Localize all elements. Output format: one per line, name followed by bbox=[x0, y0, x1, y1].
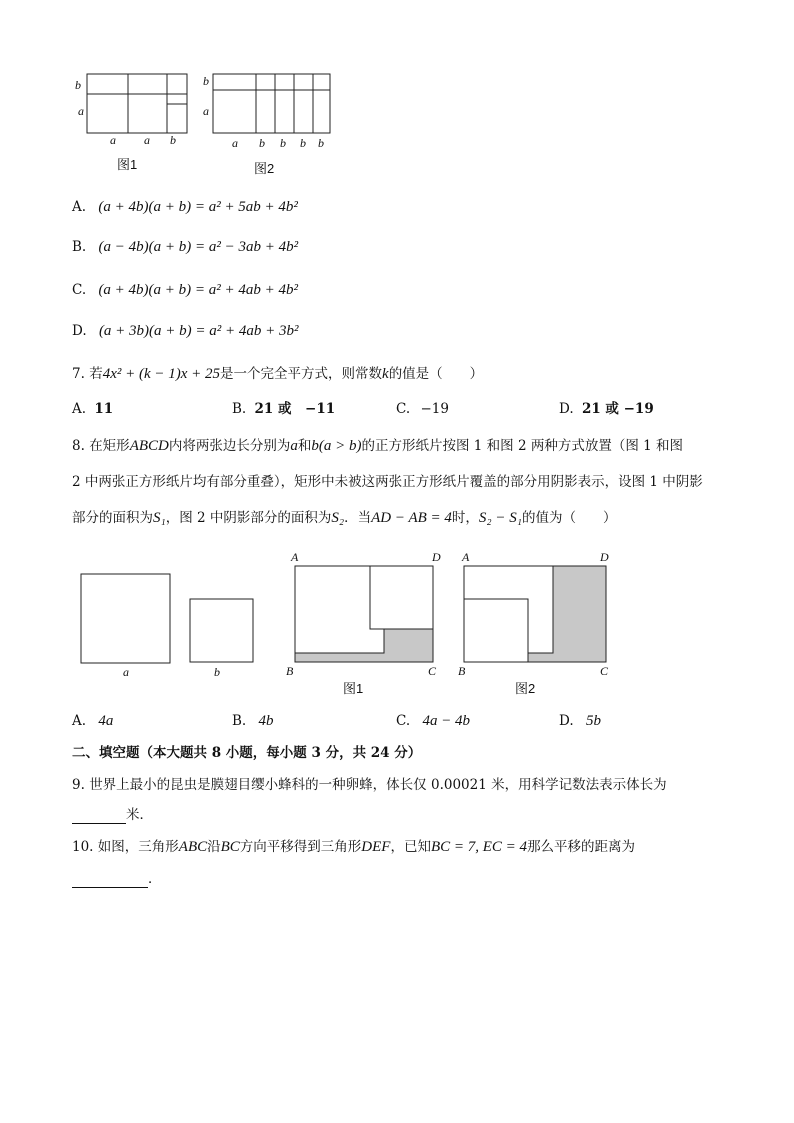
q10-triangle-def: DEF bbox=[361, 839, 391, 855]
option-value: 11 bbox=[94, 401, 114, 417]
q10-segment-bc: BC bbox=[220, 839, 240, 855]
fig1-caption-q8: 图1 bbox=[343, 681, 364, 696]
option-letter: B. bbox=[72, 239, 87, 255]
q8-option-a[interactable] bbox=[72, 712, 113, 730]
fig2-corner-a: A bbox=[462, 550, 470, 564]
fig2-side-label-a: a bbox=[203, 104, 209, 118]
q8-line-1 bbox=[72, 437, 683, 455]
q10-triangle-abc: ABC bbox=[178, 839, 208, 855]
q8-square-b-label: b bbox=[214, 665, 220, 679]
q8-text: 时， bbox=[451, 510, 479, 526]
q8-option-d[interactable] bbox=[559, 712, 601, 730]
q8-option-b[interactable] bbox=[232, 712, 274, 730]
section-2-heading: 二、填空题（本大题共 8 小题，每小题 3 分，共 24 分） bbox=[72, 745, 422, 761]
q8-text: 的正方形纸片按图 1 和图 2 两种方式放置（图 1 和图 bbox=[361, 438, 683, 454]
q8-var-a: a bbox=[290, 438, 298, 454]
option-value: 5b bbox=[585, 713, 601, 729]
option-letter: D. bbox=[559, 401, 574, 417]
q6-option-d[interactable] bbox=[72, 322, 299, 340]
fig1-bottom-label-1: a bbox=[110, 133, 116, 147]
q7-text-pre: 若 bbox=[89, 366, 103, 382]
q10-suffix: ． bbox=[148, 871, 162, 887]
option-letter: B. bbox=[232, 401, 247, 417]
fig2-corner-c: C bbox=[600, 664, 609, 678]
q9-suffix: 米． bbox=[126, 807, 153, 823]
question-number: 9. bbox=[72, 777, 85, 793]
q7-option-d[interactable] bbox=[559, 400, 654, 418]
option-value: 4a bbox=[98, 713, 114, 729]
fig2-bottom-label-2: b bbox=[259, 136, 265, 150]
option-value: 21 或 −11 bbox=[254, 401, 336, 417]
option-expression: (a − 4b)(a + b) = a² − 3ab + 4b² bbox=[98, 239, 299, 255]
question-number: 7. bbox=[72, 366, 85, 382]
option-letter: A. bbox=[72, 401, 87, 417]
q8-text: ，图 2 中阴影部分的面积为 bbox=[165, 510, 332, 526]
q8-text: ．当 bbox=[344, 510, 372, 526]
option-letter: C. bbox=[396, 713, 411, 729]
option-expression: (a + 4b)(a + b) = a² + 4ab + 4b² bbox=[98, 282, 299, 298]
q8-s1: S₁ bbox=[153, 510, 166, 526]
q8-line-2: 2 中两张正方形纸片均有部分重叠），矩形中未被这两张正方形纸片覆盖的部分用阴影表示，设图 1 中阴影 bbox=[72, 474, 703, 490]
fig2-bottom-label-5: b bbox=[318, 136, 324, 150]
fig2-bottom-label-4: b bbox=[300, 136, 306, 150]
q8-text: 和 bbox=[297, 438, 312, 454]
fig1-square-b bbox=[370, 566, 433, 629]
fig2-bottom-label-1: a bbox=[232, 136, 238, 150]
q8-condition: (a > b) bbox=[318, 438, 362, 454]
q8-option-c[interactable] bbox=[396, 712, 470, 730]
question-number: 10. bbox=[72, 839, 94, 855]
q7-text-mid: 是一个完全平方式，则常数 bbox=[220, 366, 383, 382]
q7-expression: 4x² + (k − 1)x + 25 bbox=[102, 366, 221, 382]
option-letter: C. bbox=[72, 282, 87, 298]
fig2-corner-b: B bbox=[458, 664, 466, 678]
q6-option-c[interactable] bbox=[72, 281, 298, 299]
option-letter: B. bbox=[232, 713, 247, 729]
fig2-caption-q8: 图2 bbox=[515, 681, 536, 696]
q7-option-c[interactable] bbox=[396, 400, 449, 418]
fig2-square-b bbox=[464, 599, 528, 662]
q7-var-k: k bbox=[382, 366, 389, 382]
fig1-side-label-a: a bbox=[78, 104, 84, 118]
fig2-corner-d: D bbox=[600, 550, 609, 564]
q8-text: 的值为（ ） bbox=[521, 510, 617, 526]
q7-option-a[interactable] bbox=[72, 400, 113, 418]
q8-text: 部分的面积为 bbox=[72, 510, 153, 526]
fig2-side-label-b: b bbox=[203, 74, 209, 88]
option-letter: C. bbox=[396, 401, 411, 417]
fig2-outer-rect bbox=[213, 74, 330, 133]
q10-stem bbox=[72, 838, 635, 856]
q8-text: 在矩形 bbox=[89, 438, 130, 454]
fig1-corner-d: D bbox=[432, 550, 441, 564]
option-value: −19 bbox=[420, 401, 449, 417]
option-value: 21 或 −19 bbox=[581, 401, 654, 417]
q8-s2: S₂ bbox=[331, 510, 345, 526]
q6-option-a[interactable] bbox=[72, 198, 298, 216]
fig1-caption: 图1 bbox=[117, 157, 138, 172]
q8-text: 内将两张边长分别为 bbox=[168, 438, 291, 454]
option-letter: D. bbox=[72, 323, 87, 339]
q9-stem bbox=[72, 776, 667, 794]
q8-expression: S₂ − S₁ bbox=[478, 510, 522, 526]
option-expression: (a + 4b)(a + b) = a² + 5ab + 4b² bbox=[98, 199, 298, 215]
fig2-caption: 图2 bbox=[254, 161, 275, 176]
option-letter: A. bbox=[72, 199, 87, 215]
fig1-corner-b: B bbox=[286, 664, 294, 678]
option-expression: (a + 3b)(a + b) = a² + 4ab + 3b² bbox=[98, 323, 299, 339]
q10-answer-blank[interactable] bbox=[72, 871, 148, 888]
q7-text-post: 的值是（ ） bbox=[388, 366, 484, 382]
option-value: 4b bbox=[258, 713, 274, 729]
q8-given: AD − AB = 4 bbox=[371, 510, 452, 526]
option-letter: A. bbox=[72, 713, 87, 729]
fig1-side-label-b: b bbox=[75, 78, 81, 92]
q7-option-b[interactable] bbox=[232, 400, 335, 418]
q10-text: 方向平移得到三角形 bbox=[239, 839, 362, 855]
q10-text: 那么平移的距离为 bbox=[527, 839, 636, 855]
question-number: 8. bbox=[72, 438, 85, 454]
q10-given: BC = 7, EC = 4 bbox=[430, 839, 528, 855]
q8-square-a-label: a bbox=[123, 665, 129, 679]
option-letter: D. bbox=[559, 713, 574, 729]
option-value: 4a − 4b bbox=[422, 713, 471, 729]
q8-var-b: b bbox=[311, 438, 319, 454]
q9-answer-blank[interactable] bbox=[72, 807, 126, 824]
q6-option-b[interactable] bbox=[72, 238, 298, 256]
q10-text: 如图，三角形 bbox=[97, 839, 179, 855]
fig1-bottom-label-3: b bbox=[170, 133, 176, 147]
q8-line-3 bbox=[72, 509, 616, 527]
q9-text: 世界上最小的昆虫是膜翅目缨小蜂科的一种卵蜂，体长仅 0.00021 米，用科学记数法表示体长为 bbox=[89, 777, 667, 793]
q7-stem bbox=[72, 365, 483, 383]
fig1-shaded-region bbox=[295, 629, 433, 662]
q8-figure-2 bbox=[0, 0, 1, 1]
q8-rect-name: ABCD bbox=[129, 438, 169, 454]
q10-answer-line bbox=[72, 870, 162, 888]
fig1-corner-c: C bbox=[428, 664, 437, 678]
q9-answer-line bbox=[72, 806, 153, 824]
fig1-bottom-label-2: a bbox=[144, 133, 150, 147]
q10-text: ，已知 bbox=[390, 839, 431, 855]
fig1-corner-a: A bbox=[291, 550, 299, 564]
q10-text: 沿 bbox=[207, 839, 221, 855]
fig2-bottom-label-3: b bbox=[280, 136, 286, 150]
